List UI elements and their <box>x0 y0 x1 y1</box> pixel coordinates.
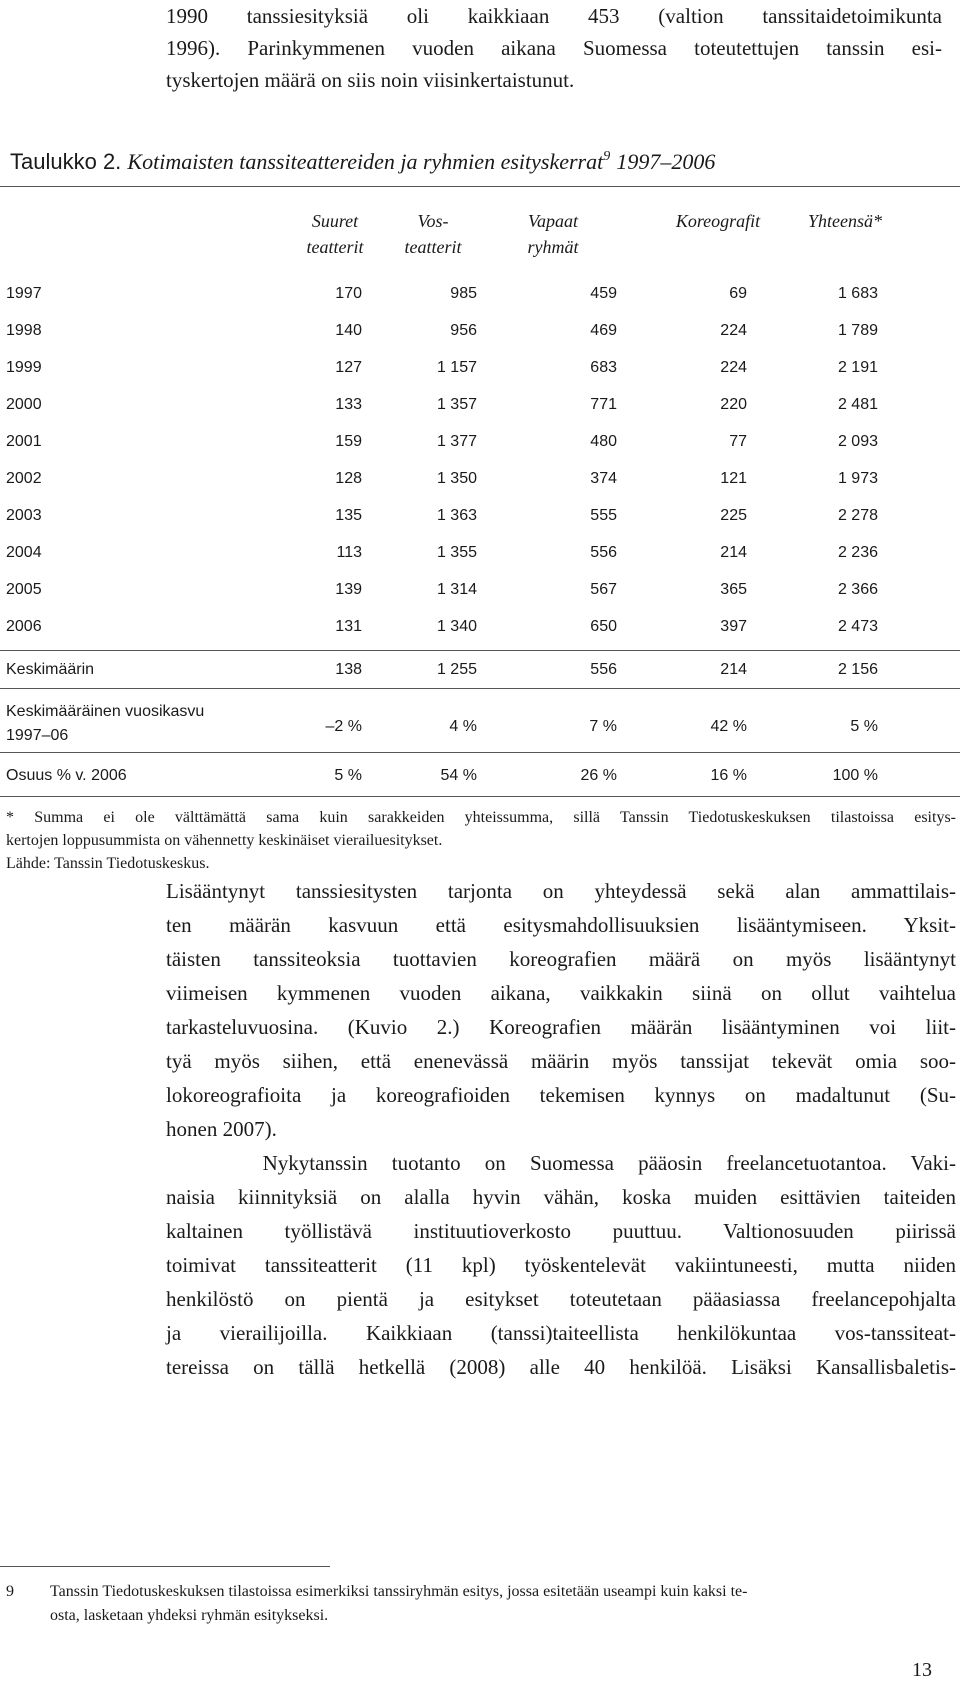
intro-line: tyskertojen määrä on siis noin viisinkertaistunut. <box>166 68 575 92</box>
col-header-suuret <box>280 208 390 260</box>
col-header-line: Yhteensä* <box>808 211 882 231</box>
col-header-line: ryhmät <box>527 237 579 257</box>
row-label-line: Keskimääräinen vuosikasvu <box>6 703 205 720</box>
cell: 397 <box>720 618 747 635</box>
body-line: honen 2007). <box>166 1117 277 1141</box>
table-row <box>0 390 960 420</box>
cell: 650 <box>590 618 617 635</box>
table-top-rule <box>0 186 960 187</box>
col-header-line: Suuret <box>311 211 359 231</box>
table-note-line: kertojen loppusummista on vähennetty keskinäiset vierailuesitykset. <box>6 832 443 849</box>
cell: –2 % <box>325 718 362 735</box>
body-line: ten määrän kasvuun että esitysmahdollisuuksien lisääntymiseen. Yksit- <box>166 913 956 937</box>
cell: 771 <box>590 396 617 413</box>
cell: 159 <box>335 433 362 450</box>
footnote-number: 9 <box>6 1583 14 1600</box>
row-label: 2006 <box>6 618 42 635</box>
row-label: 2004 <box>6 544 42 561</box>
cell: 113 <box>336 544 362 561</box>
cell: 131 <box>335 618 362 635</box>
table-row <box>0 353 960 383</box>
cell: 127 <box>335 359 362 376</box>
intro-line: 1996). Parinkymmenen vuoden aikana Suomessa toteutettujen tanssin esi- <box>166 36 942 60</box>
table-caption-footnote-ref: 9 <box>603 149 611 164</box>
body-line: tereissa on tällä hetkellä (2008) alle 40 henkilöä. Lisäksi Kansallisbaletis- <box>166 1355 956 1379</box>
table-notes <box>6 806 956 875</box>
cell: 225 <box>720 507 747 524</box>
body-line: Lisääntynyt tanssiesitysten tarjonta on yhteydessä sekä alan ammattilais- <box>166 879 956 903</box>
col-header-line: Vapaat <box>527 211 578 231</box>
cell: 220 <box>720 396 747 413</box>
cell: 26 % <box>580 767 617 784</box>
body-paragraphs <box>166 874 956 1384</box>
cell: 69 <box>729 285 747 302</box>
cell: 1 357 <box>436 396 477 413</box>
col-header-vapaat <box>498 208 608 260</box>
page-number: 13 <box>912 1659 932 1681</box>
cell: 140 <box>335 322 362 339</box>
body-line: ja vierailijoilla. Kaikkiaan (tanssi)taiteellista henkilökuntaa vos-tanssiteat- <box>166 1321 956 1345</box>
cell: 556 <box>590 661 617 678</box>
col-header-line: teatterit <box>306 237 364 257</box>
cell: 16 % <box>710 767 747 784</box>
row-label-line: 1997–06 <box>6 727 69 744</box>
table-caption-title: Kotimaisten tanssiteattereiden ja ryhmien esityskerrat <box>127 149 604 174</box>
cell: 2 236 <box>837 544 878 561</box>
cell: 214 <box>720 544 747 561</box>
cell: 2 473 <box>837 618 878 635</box>
cell: 1 683 <box>837 285 878 302</box>
table-rule <box>0 752 960 753</box>
cell: 1 363 <box>436 507 477 524</box>
row-label: 2003 <box>6 507 42 524</box>
row-label: 2002 <box>6 470 42 487</box>
table-row-average <box>0 655 960 685</box>
cell: 2 191 <box>837 359 878 376</box>
table-source: Lähde: Tanssin Tiedotuskeskus. <box>6 855 210 872</box>
row-label: 1998 <box>6 322 42 339</box>
cell: 1 789 <box>837 322 878 339</box>
table-row <box>0 538 960 568</box>
footnote-line: osta, lasketaan yhdeksi ryhmän esitykseksi. <box>50 1607 329 1624</box>
col-header-line: Koreografit <box>675 211 761 231</box>
cell: 2 093 <box>837 433 878 450</box>
col-header-yhteensa <box>790 208 900 234</box>
body-line: lokoreografioita ja koreografioiden tekemisen kynnys on madaltunut (Su- <box>166 1083 956 1107</box>
cell: 956 <box>450 322 477 339</box>
cell: 138 <box>335 661 362 678</box>
table-row <box>0 612 960 642</box>
cell: 1 340 <box>436 618 477 635</box>
cell: 555 <box>590 507 617 524</box>
cell: 2 278 <box>837 507 878 524</box>
cell: 480 <box>590 433 617 450</box>
table-row-share <box>0 761 960 791</box>
cell: 1 350 <box>436 470 477 487</box>
cell: 2 481 <box>837 396 878 413</box>
cell: 7 % <box>589 718 617 735</box>
table-row <box>0 501 960 531</box>
table-row <box>0 279 960 309</box>
cell: 365 <box>720 581 747 598</box>
cell: 459 <box>590 285 617 302</box>
table-rule <box>0 650 960 651</box>
table-row <box>0 464 960 494</box>
cell: 374 <box>590 470 617 487</box>
cell: 100 % <box>832 767 878 784</box>
col-header-vos <box>378 208 488 260</box>
cell: 139 <box>335 581 362 598</box>
cell: 683 <box>590 359 617 376</box>
cell: 135 <box>335 507 362 524</box>
table-row-growth <box>0 712 960 742</box>
cell: 985 <box>450 285 477 302</box>
body-line: viimeisen kymmenen vuoden aikana, vaikkakin siinä on ollut vaihtelua <box>166 981 956 1005</box>
cell: 567 <box>590 581 617 598</box>
table-row <box>0 575 960 605</box>
cell: 1 255 <box>436 661 477 678</box>
col-header-koreografit <box>658 208 778 234</box>
row-label: 1997 <box>6 285 42 302</box>
row-label: 2000 <box>6 396 42 413</box>
body-line: kaltainen työllistävä instituutioverkosto puuttuu. Valtionosuuden piirissä <box>166 1219 956 1243</box>
cell: 224 <box>720 359 747 376</box>
row-label: 1999 <box>6 359 42 376</box>
cell: 133 <box>335 396 362 413</box>
cell: 556 <box>590 544 617 561</box>
cell: 224 <box>720 322 747 339</box>
body-line: naisia kiinnityksiä on alalla hyvin vähän, koska muiden esittävien taiteiden <box>166 1185 956 1209</box>
table-caption-label: Taulukko 2. <box>10 149 122 174</box>
intro-paragraph <box>166 0 942 96</box>
table-rule <box>0 688 960 689</box>
table-bottom-rule <box>0 796 960 797</box>
table-row <box>0 427 960 457</box>
intro-line: 1990 tanssiesityksiä oli kaikkiaan 453 (valtion tanssitaidetoimikunta <box>166 4 942 28</box>
cell: 170 <box>335 285 362 302</box>
table-caption <box>10 142 715 177</box>
col-header-line: teatterit <box>404 237 462 257</box>
body-line: tarkasteluvuosina. (Kuvio 2.) Koreografien määrän lisääntyminen voi liit- <box>166 1015 956 1039</box>
body-line: täisten tanssiteoksia tuottavien koreografien määrä on myös lisääntynyt <box>166 947 956 971</box>
table-row <box>0 316 960 346</box>
body-line: toimivat tanssiteatterit (11 kpl) työskentelevät vakiintuneesti, mutta niiden <box>166 1253 956 1277</box>
cell: 121 <box>720 470 747 487</box>
cell: 1 314 <box>436 581 477 598</box>
col-header-line: Vos- <box>417 211 449 231</box>
cell: 5 % <box>334 767 362 784</box>
cell: 214 <box>720 661 747 678</box>
row-label: Keskimäärin <box>6 661 95 678</box>
cell: 42 % <box>710 718 747 735</box>
row-label: 2001 <box>6 433 42 450</box>
body-line: henkilöstö on pientä ja esitykset toteutetaan pääasiassa freelancepohjalta <box>166 1287 956 1311</box>
cell: 1 355 <box>436 544 477 561</box>
cell: 54 % <box>440 767 477 784</box>
body-line: Nykytanssin tuotanto on Suomessa pääosin freelancetuotantoa. Vaki- <box>166 1151 956 1175</box>
cell: 77 <box>729 433 747 450</box>
cell: 1 973 <box>837 470 878 487</box>
footnote-line: Tanssin Tiedotuskeskuksen tilastoissa esimerkiksi tanssiryhmän esitys, jossa esitetään useampi kuin kaksi te- <box>50 1583 748 1600</box>
cell: 1 157 <box>436 359 477 376</box>
cell: 5 % <box>850 718 878 735</box>
cell: 128 <box>335 470 362 487</box>
cell: 4 % <box>449 718 477 735</box>
row-label: 2005 <box>6 581 42 598</box>
row-label: Osuus % v. 2006 <box>6 767 127 784</box>
cell: 469 <box>590 322 617 339</box>
table-caption-years: 1997–2006 <box>616 149 716 174</box>
cell: 2 156 <box>837 661 878 678</box>
cell: 1 377 <box>436 433 477 450</box>
table-note-line: * Summa ei ole välttämättä sama kuin sarakkeiden yhteissumma, sillä Tanssin Tiedotuskeskuksen tilastoissa esitys- <box>6 809 956 826</box>
cell: 2 366 <box>837 581 878 598</box>
body-line: tyä myös siihen, että enenevässä määrin myös tanssijat tekevät omia soo- <box>166 1049 956 1073</box>
footnote-rule <box>0 1566 330 1567</box>
